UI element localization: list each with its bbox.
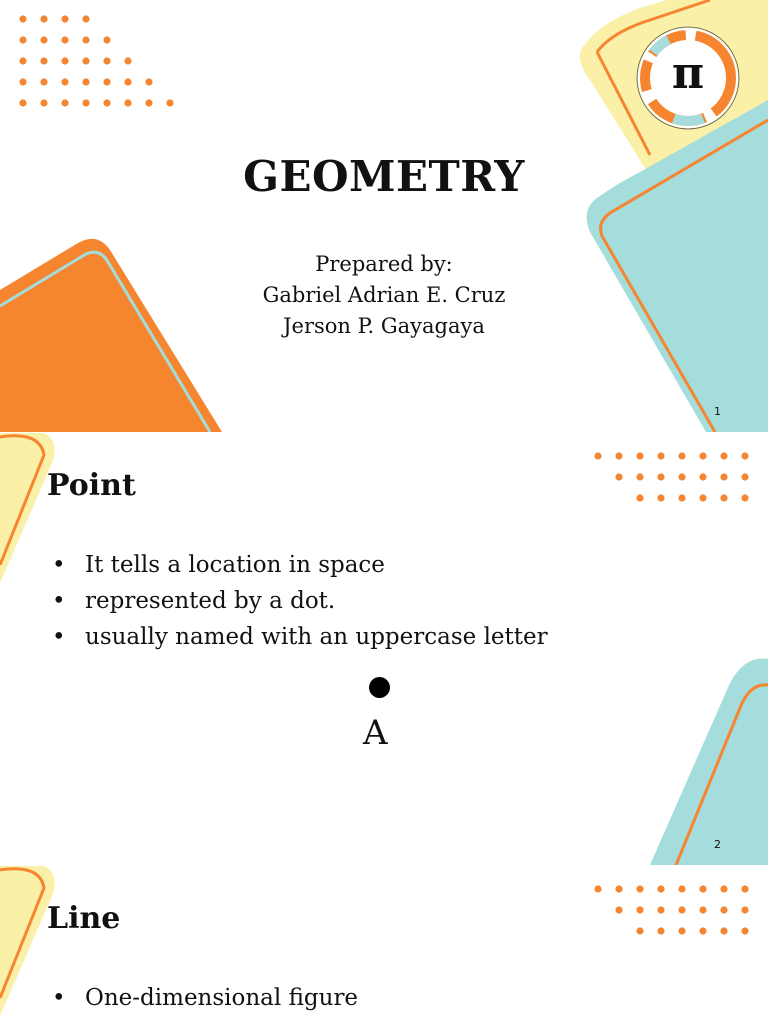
dot-pattern-top-right (594, 452, 748, 501)
slide-title: Point (47, 468, 136, 503)
slide-number: 2 (714, 838, 721, 851)
prepared-by-label: Prepared by: (315, 252, 453, 276)
teal-shape-bottom-right (650, 659, 768, 866)
bullet-icon: • (52, 985, 66, 1011)
author-name: Jerson P. Gayagaya (283, 314, 485, 338)
bullet-icon: • (52, 552, 66, 578)
list-item (52, 583, 548, 619)
slide-1 (0, 0, 768, 432)
yellow-shape-left (0, 866, 55, 1016)
list-item (52, 547, 548, 583)
bullet-text: usually named with an uppercase letter (85, 624, 548, 650)
slide-number: 1 (714, 405, 721, 418)
dot-pattern-top-right (594, 885, 748, 934)
slide-2 (0, 433, 768, 865)
bullet-text: One-dimensional figure (85, 985, 359, 1011)
bullet-text: It tells a location in space (85, 552, 385, 578)
bullet-text: represented by a dot. (85, 588, 336, 614)
list-item (52, 980, 358, 1016)
slide-title: Line (47, 901, 121, 936)
list-item (52, 619, 548, 655)
point-dot-icon (369, 677, 390, 698)
bullet-list (52, 547, 548, 655)
slide-1-background (0, 0, 768, 432)
slide-3 (0, 866, 768, 1024)
bullet-icon: • (52, 588, 66, 614)
dot-pattern-top-left (19, 15, 173, 106)
point-label: A (363, 713, 388, 753)
author-name: Gabriel Adrian E. Cruz (262, 283, 506, 307)
yellow-shape-left (0, 433, 55, 583)
bullet-list (52, 980, 358, 1016)
pi-symbol: π (671, 48, 705, 99)
bullet-icon: • (52, 624, 66, 650)
presentation-title: GEOMETRY (243, 152, 525, 201)
